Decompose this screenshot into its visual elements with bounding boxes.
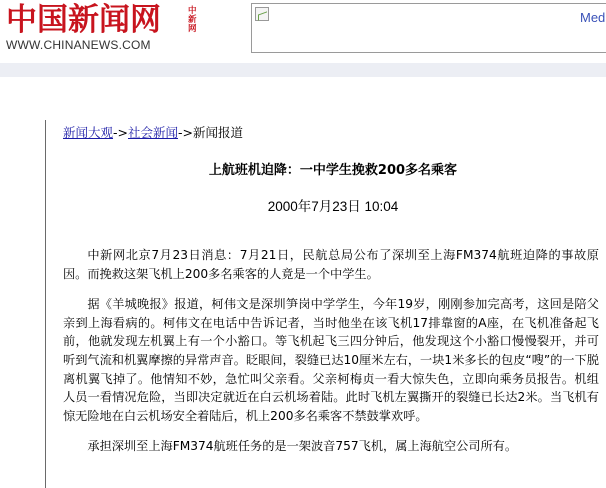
banner-alt-text: Med	[580, 10, 606, 25]
breadcrumb-separator: ->	[113, 125, 128, 140]
article-paragraph: 据《羊城晚报》报道，柯伟文是深圳笋岗中学学生，今年19岁，刚刚参加完高考，这回是陪父亲到上海看病的。柯伟文在电话中告诉记者，当时他坐在该飞机17排靠窗的A座，在飞机准备起飞前，他就发现左机翼上有一个小豁口。等飞机起飞三四分钟后，他发现这个小豁口慢慢裂开，并可听到气流和机翼摩擦的异常声音。眨眼间，裂缝已达10厘米左右，一块1米多长的包皮“嗖”的一下脱离机翼飞掉了。他情知不妙，急忙叫父亲看。父亲柯梅贞一看大惊失色，立即向乘务员报告。机组人员一看情况危险，当即决定就近在白云机场着陆。此时飞机左翼撕开的裂缝已长达2米。当飞机有惊无险地在白云机场安全着陆后，机上200多名乘客不禁鼓掌欢呼。	[63, 297, 599, 423]
logo-side-text: 中新网	[188, 6, 197, 34]
breadcrumb-link-social-news[interactable]: 社会新闻	[128, 125, 179, 140]
chinanews-logo[interactable]	[6, 2, 242, 54]
breadcrumb	[63, 123, 243, 141]
broken-image-icon	[255, 7, 269, 21]
logo-url: WWW.CHINANEWS.COM	[6, 38, 151, 52]
article-title: 上航班机迫降：一中学生挽救200多名乘客	[208, 163, 458, 178]
article-date: 2000年7月23日 10:04	[267, 199, 399, 214]
header-divider-band	[0, 63, 606, 77]
article-paragraph: 中新网北京7月23日消息：7月21日，民航总局公布了深圳至上海FM374航班迫降的事故原因。而挽救这架飞机上200多名乘客的人竟是一个中学生。	[63, 248, 599, 281]
ad-banner[interactable]	[251, 3, 606, 53]
article-body	[63, 246, 599, 468]
logo-text: 中国新闻网	[6, 2, 161, 38]
site-header	[0, 0, 606, 58]
breadcrumb-link-news-overview[interactable]: 新闻大观	[63, 125, 114, 140]
breadcrumb-current: 新闻报道	[193, 125, 244, 140]
article-paragraph: 承担深圳至上海FM374航班任务的是一架波音757飞机，属上海航空公司所有。	[87, 439, 518, 454]
content-left-border	[45, 120, 46, 488]
breadcrumb-separator: ->	[178, 125, 193, 140]
